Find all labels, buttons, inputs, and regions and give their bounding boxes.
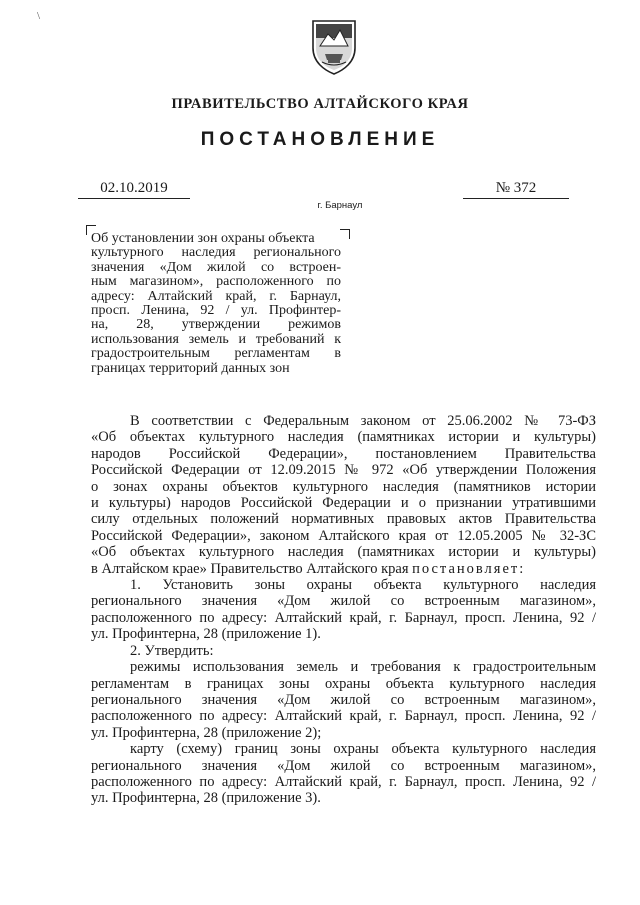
subject-line: адресу: Алтайский край, г. Барнаул,	[91, 288, 341, 304]
item-2a-line: регламентам в границах зоны охраны объекта культурного наследия	[91, 675, 596, 692]
item-1-line: расположенного по адресу: Алтайский край, г. Барнаул, просп. Ленина, 92 /	[91, 609, 596, 626]
subject-line: значения «Дом жилой со встроен-	[91, 259, 341, 275]
item-2a-line: регионального значения «Дом жилой со встроенным магазином»,	[91, 691, 596, 708]
item-2a-line: режимы использования земель и требования к градостроительным	[130, 659, 596, 676]
preamble-line: о зонах охраны объектов культурного наследия (памятников истории	[91, 478, 596, 495]
preamble-line: «Об объектах культурного наследия (памятниках истории и культуры)	[91, 429, 596, 446]
item-2a-line: расположенного по адресу: Алтайский край, г. Барнаул, просп. Ленина, 92 /	[91, 708, 596, 725]
item-2b-line: ул. Профинтерна, 28 (приложение 3).	[91, 790, 321, 807]
subject-line: градостроительным регламентам в	[91, 346, 341, 362]
document-type: ПОСТАНОВЛЕНИЕ	[200, 129, 440, 150]
preamble-line: В соответствии с Федеральным законом от 25.06.2002 № 73-ФЗ	[130, 413, 596, 429]
subject-line: культурного наследия регионального	[91, 245, 341, 261]
item-2-heading: 2. Утвердить:	[130, 642, 214, 659]
item-1-line: 1. Установить зоны охраны объекта культурного наследия	[130, 577, 596, 594]
subject-line: просп. Ленина, 92 / ул. Профинтер-	[91, 303, 341, 319]
subject-line: использования земель и требований к	[91, 331, 341, 347]
subject-line: границах территорий данных зон	[91, 360, 290, 376]
subject-line: Об установлении зон охраны объекта	[91, 231, 315, 246]
decree-subject	[91, 232, 341, 376]
resolves-word: постановляет:	[412, 560, 526, 577]
preamble-line: Российской Федерации от 12.09.2015 № 972 «Об утверждении Положения	[91, 462, 596, 479]
organization-title: ПРАВИТЕЛЬСТВО АЛТАЙСКОГО КРАЯ	[171, 96, 469, 112]
preamble-line: в Алтайском крае» Правительство Алтайского края	[91, 560, 409, 577]
item-2b-line: карту (схему) границ зоны охраны объекта культурного наследия	[130, 741, 596, 758]
item-1-line: ул. Профинтерна, 28 (приложение 1).	[91, 626, 321, 643]
item-2b-line: регионального значения «Дом жилой со встроенным магазином»,	[91, 757, 596, 774]
subject-line: ным магазином», расположенного по	[91, 274, 341, 290]
city: г. Барнаул	[317, 200, 363, 211]
document-number: № 372	[463, 180, 569, 199]
item-1-line: регионального значения «Дом жилой со встроенным магазином»,	[91, 593, 596, 610]
preamble-line: силу отдельных положений нормативных правовых актов Правительства	[91, 511, 596, 528]
preamble-line: Российской Федерации», законом Алтайского края от 12.05.2005 № 32-ЗС	[91, 527, 596, 544]
preamble-line: народов Российской Федерации», постановлением Правительства	[91, 445, 596, 462]
item-2a-line: ул. Профинтерна, 28 (приложение 2);	[91, 724, 322, 741]
corner-mark: \	[37, 10, 41, 22]
subject-line: на, 28, утверждении режимов	[91, 317, 341, 333]
preamble-last-line	[91, 561, 596, 577]
subject-corner-right	[340, 229, 350, 239]
preamble-line: и культуры) народов Российской Федерации и о признании утратившими	[91, 495, 596, 512]
preamble-line: «Об объектах культурного наследия (памятниках истории и культуры)	[91, 544, 596, 561]
document-date: 02.10.2019	[78, 180, 190, 199]
decree-body	[91, 413, 596, 807]
coat-of-arms-icon	[308, 16, 360, 76]
item-2b-line: расположенного по адресу: Алтайский край, г. Барнаул, просп. Ленина, 92 /	[91, 773, 596, 790]
